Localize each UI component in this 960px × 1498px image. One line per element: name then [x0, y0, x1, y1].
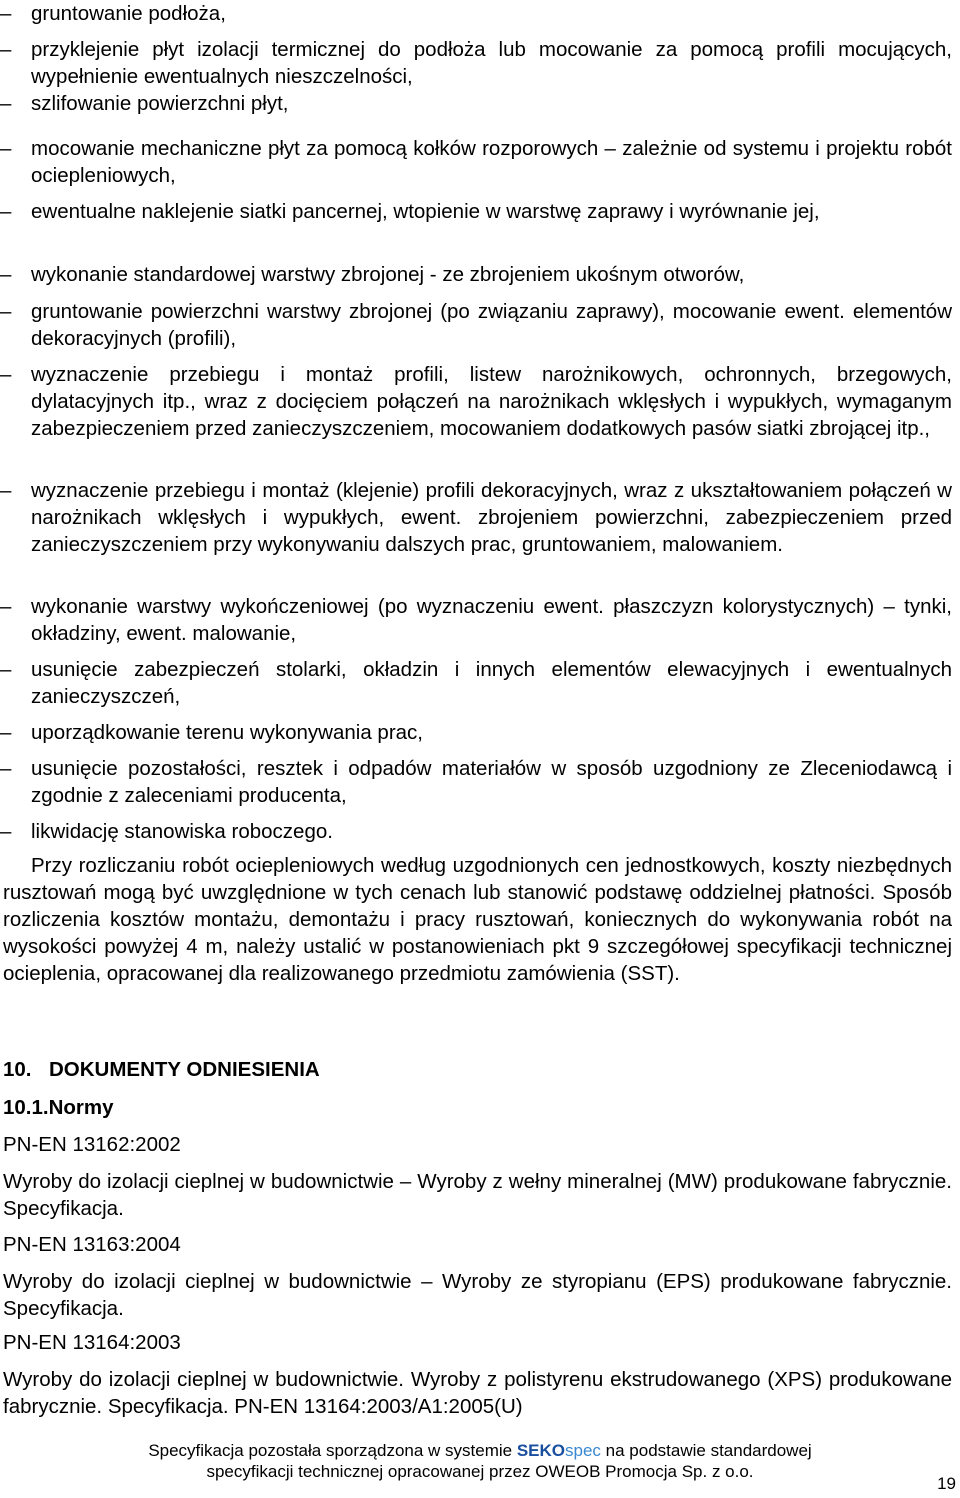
- list-item-text: wykonanie standardowej warstwy zbrojonej - ze zbrojeniem ukośnym otworów,: [31, 263, 745, 286]
- section-title: DOKUMENTY ODNIESIENIA: [49, 1058, 320, 1081]
- list-item: [0, 755, 952, 809]
- standard-code: PN-EN 13163:2004: [3, 1233, 181, 1256]
- list-item: [0, 198, 952, 225]
- standard-description: Wyroby do izolacji cieplnej w budownictwie – Wyroby ze styropianu (EPS) produkowane fabrycznie. Specyfikacja.: [3, 1270, 952, 1320]
- list-item: [0, 477, 952, 558]
- list-item-text: likwidację stanowiska roboczego.: [31, 820, 333, 843]
- list-item: [0, 36, 952, 90]
- footer-line-1: Specyfikacja pozostała sporządzona w systemie SEKOspec na podstawie standardowej: [148, 1441, 812, 1460]
- list-item: [0, 135, 952, 189]
- section-heading: [3, 1058, 320, 1082]
- standard-description: Wyroby do izolacji cieplnej w budownictwie. Wyroby z polistyrenu ekstrudowanego (XPS) produkowane fabrycznie. Specyfikacja. PN-EN 13164:2003/A1:2005(U): [3, 1368, 952, 1418]
- dash-bullet: –: [0, 820, 12, 843]
- dash-bullet: –: [0, 92, 12, 115]
- settlement-paragraph: Przy rozliczaniu robót ociepleniowych według uzgodnionych cen jednostkowych, koszty niezbędnych rusztowań mogą być uwzględnione w tych cenach lub stanowić podstawę oddzielnej płatności. Sposób rozliczenia kosztów montażu, demontażu i pracy rusztowań, koniecznych do wykonywania robót na wysokości powyżej 4 m, należy ustalić w postanowieniach pkt 9 szczegółowej specyfikacji technicznej ocieplenia, opracowanej dla realizowanego przedmiotu zamówienia (SST).: [3, 854, 952, 985]
- standard-description: Wyroby do izolacji cieplnej w budownictwie – Wyroby z wełny mineralnej (MW) produkowane fabrycznie. Specyfikacja.: [3, 1170, 952, 1220]
- dash-bullet: –: [0, 721, 12, 744]
- page-number: 19: [937, 1474, 956, 1493]
- dash-bullet: –: [0, 479, 12, 502]
- list-item: [0, 298, 952, 352]
- dash-bullet: –: [0, 300, 12, 323]
- list-item-text: gruntowanie podłoża,: [31, 2, 226, 25]
- list-item: [0, 719, 952, 746]
- list-item-text: usunięcie pozostałości, resztek i odpadów materiałów w sposób uzgodniony ze Zleceniodawcą i zgodnie z zaleceniami producenta,: [31, 757, 952, 807]
- page-footer: [0, 1440, 960, 1482]
- dash-bullet: –: [0, 658, 12, 681]
- list-item-text: wykonanie warstwy wykończeniowej (po wyznaczeniu ewent. płaszczyzn kolorystycznych) – tynki, okładziny, ewent. malowanie,: [31, 595, 952, 645]
- list-item-text: wyznaczenie przebiegu i montaż (klejenie) profili dekoracyjnych, wraz z ukształtowaniem połączeń w narożnikach wklęsłych i wypukłych, ewent. zbrojeniem powierzchni, zabezpieczeniem przed zanieczyszczeniem przy wykonywaniu dalszych prac, gruntowaniem, malowaniem.: [31, 479, 952, 556]
- list-item: [0, 818, 952, 845]
- section-number: 10.: [3, 1058, 32, 1081]
- subsection-heading: 10.1.Normy: [3, 1096, 114, 1119]
- list-item-text: przyklejenie płyt izolacji termicznej do podłoża lub mocowanie za pomocą profili mocujących, wypełnienie ewentualnych nieszczelności,: [31, 38, 952, 88]
- standard-code: PN-EN 13164:2003: [3, 1331, 181, 1354]
- dash-bullet: –: [0, 263, 12, 286]
- standard-code: PN-EN 13162:2002: [3, 1133, 181, 1156]
- list-item-text: usunięcie zabezpieczeń stolarki, okładzin i innych elementów elewacyjnych i ewentualnych zanieczyszczeń,: [31, 658, 952, 708]
- sekospec-logo-seko: SEKO: [516, 1441, 566, 1460]
- list-item: [0, 656, 952, 710]
- dash-bullet: –: [0, 757, 12, 780]
- list-item: [0, 0, 952, 27]
- list-item-text: uporządkowanie terenu wykonywania prac,: [31, 721, 424, 744]
- dash-bullet: –: [0, 595, 12, 618]
- dash-bullet: –: [0, 2, 12, 25]
- list-item: [0, 593, 952, 647]
- list-item: [0, 90, 952, 117]
- list-item: [0, 361, 952, 442]
- dash-bullet: –: [0, 363, 12, 386]
- dash-bullet: –: [0, 38, 12, 61]
- list-item-text: gruntowanie powierzchni warstwy zbrojonej (po związaniu zaprawy), mocowanie ewent. elementów dekoracyjnych (profili),: [31, 300, 952, 350]
- list-item: [0, 261, 952, 288]
- list-item-text: ewentualne naklejenie siatki pancernej, wtopienie w warstwę zaprawy i wyrównanie jej,: [31, 200, 820, 223]
- list-item-text: mocowanie mechaniczne płyt za pomocą kołków rozporowych – zależnie od systemu i projektu robót ociepleniowych,: [31, 137, 952, 187]
- dash-bullet: –: [0, 137, 12, 160]
- list-item-text: szlifowanie powierzchni płyt,: [31, 92, 289, 115]
- dash-bullet: –: [0, 200, 12, 223]
- list-item-text: wyznaczenie przebiegu i montaż profili, listew narożnikowych, ochronnych, brzegowych, dylatacyjnych itp., wraz z docięciem połączeń na narożnikach wklęsłych i wypukłych, wymaganym zabezpieczeniem przed zanieczyszczeniem, mocowaniem dodatkowych pasów siatki zbrojącej itp.,: [31, 363, 952, 440]
- sekospec-logo-spec: spec: [565, 1441, 601, 1460]
- footer-line-2: specyfikacji technicznej opracowanej przez OWEOB Promocja Sp. z o.o.: [206, 1462, 754, 1481]
